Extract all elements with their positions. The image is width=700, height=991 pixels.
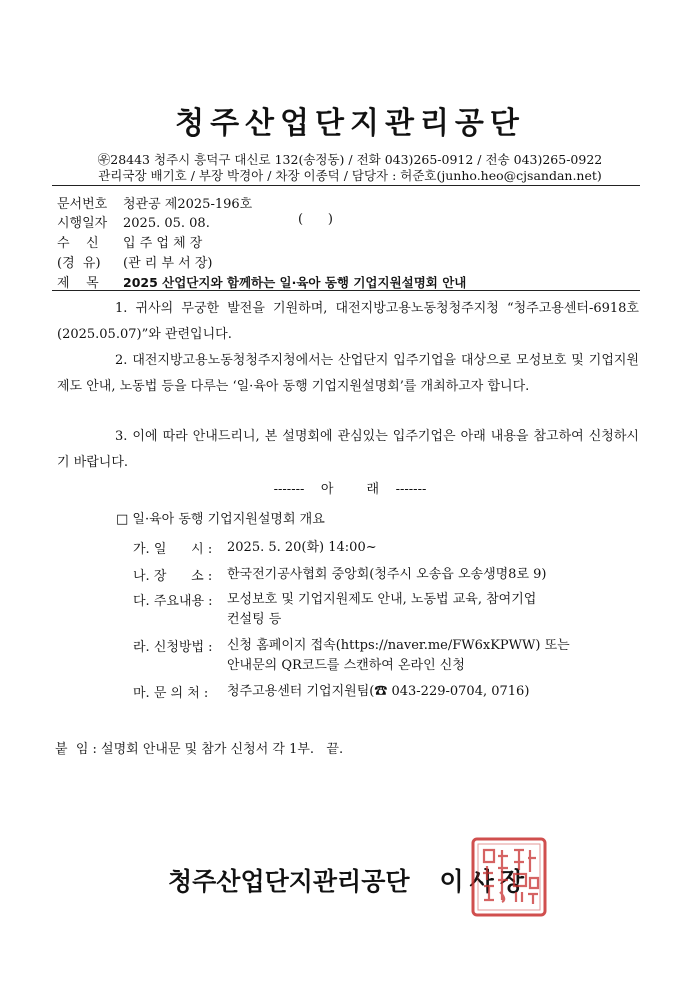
- item-label: 마. 문 의 처 :: [133, 686, 209, 701]
- item-label: 나. 장 소 :: [133, 569, 213, 584]
- item-value-cont: 컨설팅 등: [227, 612, 282, 627]
- subject-row: [57, 272, 466, 291]
- subject-rule: [52, 290, 640, 291]
- below-divider: ------- 아 래 -------: [273, 482, 427, 497]
- signature-org: 청주산업단지관리공단: [168, 867, 410, 896]
- doc-number: 청관공 제2025-196호: [123, 197, 253, 212]
- item-value-cont: 안내문의 QR코드를 스캔하여 온라인 신청: [227, 658, 465, 673]
- item-value: 모성보호 및 기업지원제도 안내, 노동법 교육, 참여기업: [227, 592, 537, 607]
- overview-item-venue: [133, 565, 547, 585]
- overview-item-contact: [133, 682, 529, 702]
- recipient-value: 입 주 업 체 장: [123, 236, 203, 251]
- doc-number-label: 문서번호: [57, 197, 108, 212]
- item-label: 가. 일 시 :: [133, 542, 213, 557]
- overview-item-content: [133, 590, 536, 630]
- date-row: [57, 212, 333, 231]
- attachment-line: 붙 임 : 설명회 안내문 및 참가 신청서 각 1부. 끝.: [55, 742, 344, 757]
- org-title: 청주산업단지관리공단: [175, 106, 525, 141]
- via-label: (경 유): [57, 256, 101, 271]
- via-value: (관 리 부 서 장): [123, 256, 213, 271]
- contact-address-line: ㉾28443 청주시 흥덕구 대신로 132(송정동) / 전화 043)265-0912 / 전송 043)265-0922: [97, 152, 603, 167]
- paragraph-1: 1. 귀사의 무궁한 발전을 기원하며, 대전지방고용노동청청주지청 “청주고용센터-6918호(2025.05.07)”와 관련입니다.: [57, 301, 639, 342]
- doc-number-row: [57, 193, 252, 212]
- overview-item-datetime: [133, 538, 377, 558]
- item-value: 청주고용센터 기업지원팀(☎ 043-229-0704, 0716): [227, 684, 530, 699]
- subject-value: 2025 산업단지와 함께하는 일·육아 동행 기업지원설명회 안내: [123, 275, 467, 290]
- overview-item-apply: [133, 636, 570, 676]
- item-value: 2025. 5. 20(화) 14:00~: [227, 540, 377, 555]
- signature-role: 이사장: [439, 867, 530, 896]
- subject-label: 제 목: [57, 276, 99, 291]
- item-value: 신청 홈페이지 접속(https://naver.me/FW6xKPWW) 또는: [227, 638, 570, 653]
- date-label: 시행일자: [57, 216, 108, 231]
- recipient-row: [57, 232, 202, 251]
- item-label: 다. 주요내용 :: [133, 594, 213, 609]
- official-seal-stamp: [470, 836, 548, 918]
- overview-heading: □ 일·육아 동행 기업지원설명회 개요: [116, 512, 325, 527]
- paragraph-2: 2. 대전지방고용노동청청주지청에서는 산업단지 입주기업을 대상으로 모성보호 및 기업지원제도 안내, 노동법 등을 다루는 ‘일·육아 동행 기업지원설명회’를 개최하고자 합니다.: [57, 353, 639, 394]
- paragraph-3: 3. 이에 따라 안내드리니, 본 설명회에 관심있는 입주기업은 아래 내용을 참고하여 신청하시기 바랍니다.: [57, 429, 639, 470]
- via-row: [57, 252, 212, 271]
- recipient-label: 수 신: [57, 236, 99, 251]
- item-label: 라. 신청방법 :: [133, 640, 213, 655]
- date-value: 2025. 05. 08.: [123, 216, 210, 231]
- contact-staff-line: 관리국장 배기호 / 부장 박경아 / 차장 이종덕 / 담당자 : 허준호(junho.heo@cjsandan.net): [98, 168, 602, 183]
- header-rule: [52, 185, 640, 186]
- item-value: 한국전기공사협회 중앙회(청주시 오송읍 오송생명8로 9): [227, 567, 547, 582]
- date-paren: ( ): [298, 212, 333, 227]
